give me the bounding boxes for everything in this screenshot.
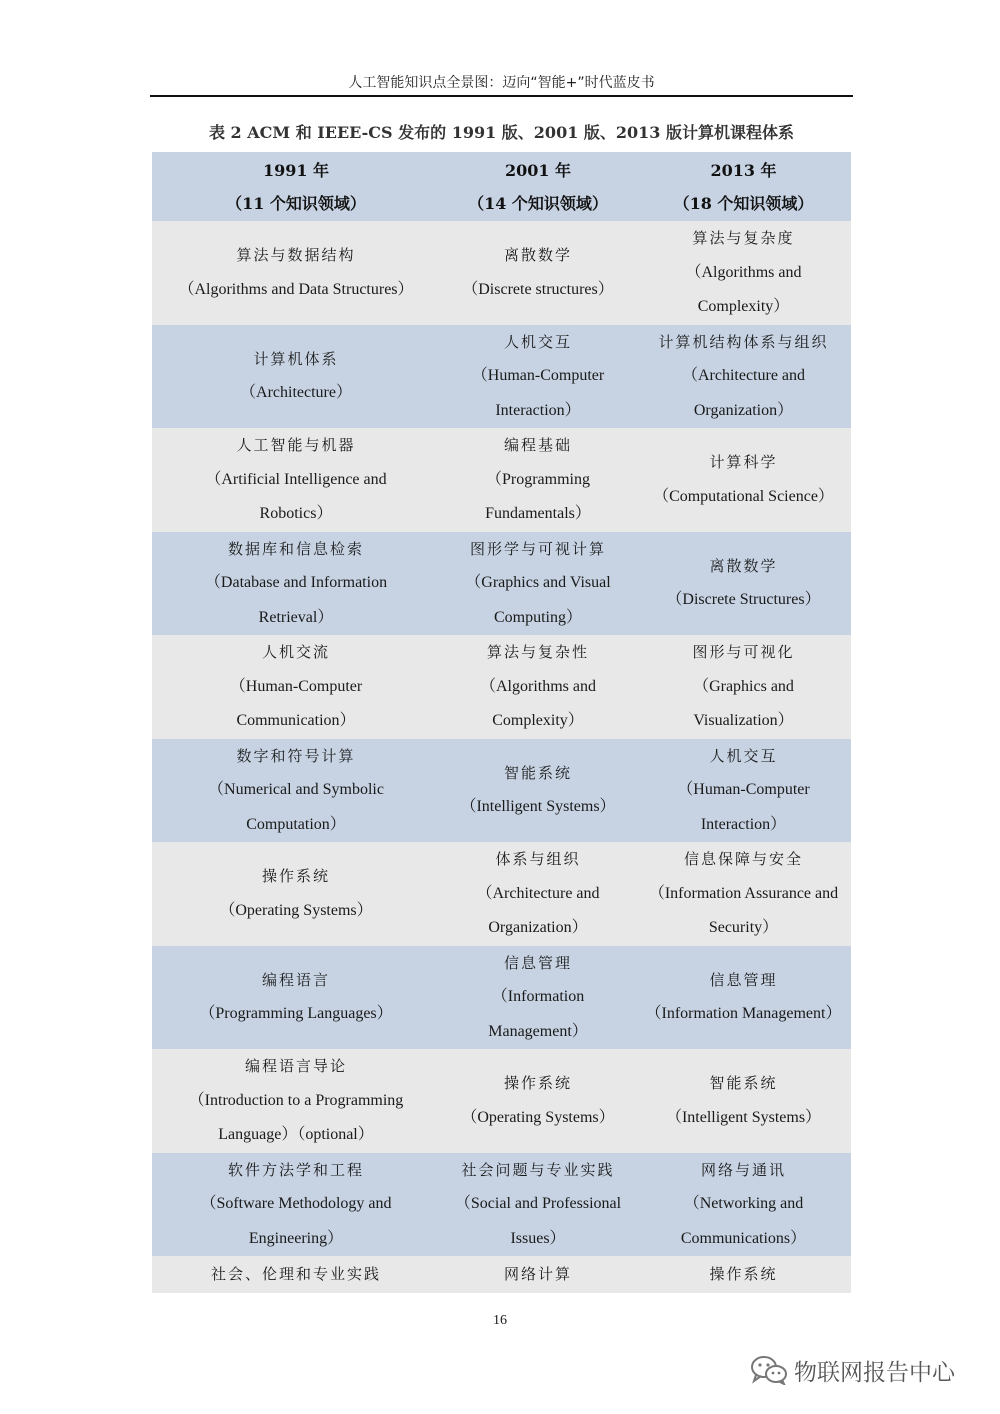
table-cell — [636, 1049, 851, 1153]
cell-zh-label: 智能系统 — [709, 1074, 778, 1093]
cell-en-label: （Social and Professional — [454, 1195, 622, 1212]
table-cell — [636, 221, 851, 325]
cell-en-label: （Architecture and — [476, 884, 600, 902]
cell-zh-label: 信息保障与安全 — [683, 850, 803, 868]
cell-zh-label: 社会问题与专业实践 — [461, 1160, 615, 1179]
table-cell — [152, 739, 440, 843]
table-cell — [440, 325, 636, 429]
cell-zh-label: 人工智能与机器 — [236, 436, 356, 454]
cell-en-label: （Programming — [486, 470, 590, 488]
cell-zh-label: 编程基础 — [503, 436, 572, 454]
table-cell — [636, 946, 851, 1050]
table-cell — [440, 946, 636, 1050]
cell-zh-label: 信息管理 — [709, 970, 778, 989]
cell-en-label: Computation） — [246, 815, 346, 833]
table-cell — [636, 325, 851, 429]
cell-en-label: （Architecture and — [681, 367, 806, 384]
cell-zh-label: 离散数学 — [709, 556, 778, 575]
table-cell — [152, 1049, 440, 1153]
cell-zh-label: 算法与数据结构 — [236, 246, 356, 265]
cell-en-label: Communication） — [236, 712, 356, 729]
table-cell — [152, 1153, 440, 1257]
cell-zh-label: 智能系统 — [503, 763, 572, 782]
cell-zh-label: 人机交互 — [709, 746, 778, 765]
table-row — [152, 1153, 851, 1257]
cell-en-label: （Intelligent Systems） — [460, 798, 616, 816]
cell-zh-label: 体系与组织 — [495, 850, 581, 868]
table-cell — [440, 428, 636, 532]
table-cell — [152, 946, 440, 1050]
cell-en-label: Language）（optional） — [218, 1126, 374, 1143]
header-cell-2001 — [440, 152, 636, 221]
cell-en-label: （Human-Computer — [229, 677, 363, 695]
cell-en-label: Complexity） — [492, 712, 584, 729]
cell-en-label: （Graphics and Visual — [465, 574, 611, 591]
table-cell — [636, 1153, 851, 1257]
cell-en-label: Organization） — [488, 919, 588, 936]
cell-zh-label: 计算机体系 — [253, 349, 339, 368]
cell-zh-label: 网络与通讯 — [700, 1160, 786, 1179]
cell-zh-label: 数据库和信息检索 — [227, 539, 364, 558]
cell-en-label: （Database and Information — [204, 574, 388, 591]
cell-zh-label: 操作系统 — [261, 867, 330, 886]
cell-en-label: Robotics） — [259, 505, 333, 522]
cell-en-label: （Software Methodology and — [200, 1195, 392, 1212]
header-domains: （14 个知识领域） — [468, 193, 608, 213]
cell-en-label: Issues） — [510, 1229, 566, 1247]
cell-en-label: （Architecture） — [240, 384, 352, 402]
table-cell — [636, 739, 851, 843]
cell-en-label: Visualization） — [693, 712, 794, 729]
table-row — [152, 1049, 851, 1153]
cell-zh-label: 编程语言导论 — [244, 1057, 347, 1075]
cell-en-label: Retrieval） — [258, 608, 334, 626]
cell-zh-label: 信息管理 — [503, 953, 572, 972]
table-row — [152, 221, 851, 325]
cell-en-label: （Numerical and Symbolic — [208, 781, 384, 798]
table-row — [152, 325, 851, 429]
cell-en-label: （Introduction to a Programming — [188, 1091, 404, 1109]
table-row — [152, 842, 851, 946]
cell-en-label: （Human-Computer — [471, 367, 605, 384]
cell-en-label: Organization） — [693, 401, 794, 419]
cell-en-label: Engineering） — [248, 1229, 344, 1247]
page-number: 16 — [493, 1313, 507, 1328]
header-cell-1991 — [152, 152, 440, 221]
table-row — [152, 1256, 851, 1293]
cell-zh-label: 操作系统 — [503, 1074, 572, 1093]
cell-zh-label: 人机交流 — [261, 643, 330, 661]
cell-en-label: （Operating Systems） — [219, 901, 373, 919]
table-cell — [440, 635, 636, 739]
table-cell — [152, 635, 440, 739]
cell-en-label: （Algorithms and Data Structures） — [178, 280, 414, 298]
cell-en-label: （Human-Computer — [677, 781, 810, 798]
cell-en-label: （Algorithms and — [685, 263, 802, 281]
table-cell — [440, 739, 636, 843]
cell-zh-label: 网络计算 — [503, 1265, 572, 1284]
watermark-text: 物联网报告中心 — [794, 1359, 955, 1386]
cell-zh-label: 社会、伦理和专业实践 — [210, 1265, 381, 1284]
cell-zh-label: 图形与可视化 — [692, 643, 795, 661]
cell-en-label: Interaction） — [700, 815, 787, 833]
cell-en-label: （Intelligent Systems） — [665, 1108, 822, 1126]
cell-en-label: （Information Management） — [645, 1005, 842, 1023]
table-cell — [152, 221, 440, 325]
table-cell — [440, 1153, 636, 1257]
table-row — [152, 428, 851, 532]
cell-zh-label: 算法与复杂性 — [486, 643, 589, 661]
table-cell — [636, 1256, 851, 1293]
cell-en-label: （Discrete Structures） — [666, 591, 821, 609]
watermark — [750, 1350, 980, 1390]
cell-zh-label: 操作系统 — [709, 1265, 778, 1284]
cell-zh-label: 数字和符号计算 — [236, 746, 356, 765]
cell-en-label: （Operating Systems） — [461, 1108, 615, 1126]
cell-en-label: （Artificial Intelligence and — [205, 470, 387, 488]
table-cell — [636, 635, 851, 739]
header-rule — [150, 95, 853, 97]
cell-zh-label: 图形学与可视计算 — [469, 539, 606, 558]
cell-zh-label: 离散数学 — [503, 246, 572, 265]
table-cell — [440, 532, 636, 636]
table-row — [152, 946, 851, 1050]
cell-en-label: Interaction） — [495, 401, 581, 419]
cell-en-label: Complexity） — [697, 298, 790, 315]
header-year: 1991 年 — [262, 160, 330, 180]
table-cell — [152, 428, 440, 532]
page-header: 人工智能知识点全景图：迈向“智能+”时代蓝皮书 — [348, 75, 655, 91]
cell-zh-label: 编程语言 — [261, 970, 330, 989]
cell-zh-label: 计算科学 — [709, 453, 778, 472]
table-row — [152, 532, 851, 636]
cell-en-label: （Graphics and — [693, 677, 794, 695]
table-caption: 表 2 ACM 和 IEEE-CS 发布的 1991 版、2001 版、2013 版计算机课程体系 — [208, 123, 795, 142]
table-cell — [636, 428, 851, 532]
header-year: 2001 年 — [504, 160, 572, 180]
header-domains: （11 个知识领域） — [226, 193, 366, 213]
wechat-icon — [750, 1355, 788, 1385]
cell-zh-label: 算法与复杂度 — [692, 229, 795, 247]
cell-en-label: （Algorithms and — [480, 677, 596, 695]
cell-en-label: Management） — [488, 1022, 588, 1040]
table-cell — [636, 532, 851, 636]
header-cell-2013 — [636, 152, 851, 221]
cell-zh-label: 软件方法学和工程 — [227, 1160, 364, 1179]
cell-en-label: （Programming Languages） — [199, 1005, 393, 1023]
cell-en-label: （Information — [491, 988, 585, 1005]
cell-en-label: Computing） — [493, 608, 582, 626]
cell-en-label: Communications） — [680, 1229, 807, 1247]
table-cell — [440, 1049, 636, 1153]
cell-zh-label: 计算机结构体系与组织 — [658, 332, 829, 351]
table-cell — [152, 325, 440, 429]
table-cell — [152, 842, 440, 946]
cell-zh-label: 人机交互 — [503, 332, 572, 351]
cell-en-label: Security） — [708, 919, 779, 936]
table-row — [152, 739, 851, 843]
cell-en-label: （Computational Science） — [653, 487, 834, 505]
cell-en-label: （Information Assurance and — [648, 884, 839, 902]
table-cell — [440, 221, 636, 325]
table-body — [152, 221, 851, 1293]
table-cell — [636, 842, 851, 946]
table-row — [152, 635, 851, 739]
cell-en-label: Fundamentals） — [485, 505, 591, 522]
header-domains: （18 个知识领域） — [673, 193, 814, 213]
table-cell — [440, 1256, 636, 1293]
table-header-row — [152, 152, 851, 221]
table-cell — [152, 1256, 440, 1293]
table-cell — [440, 842, 636, 946]
table-cell — [152, 532, 440, 636]
curriculum-table — [152, 152, 851, 1293]
header-year: 2013 年 — [710, 160, 777, 180]
cell-en-label: （Discrete structures） — [462, 280, 614, 298]
cell-en-label: （Networking and — [683, 1195, 804, 1212]
